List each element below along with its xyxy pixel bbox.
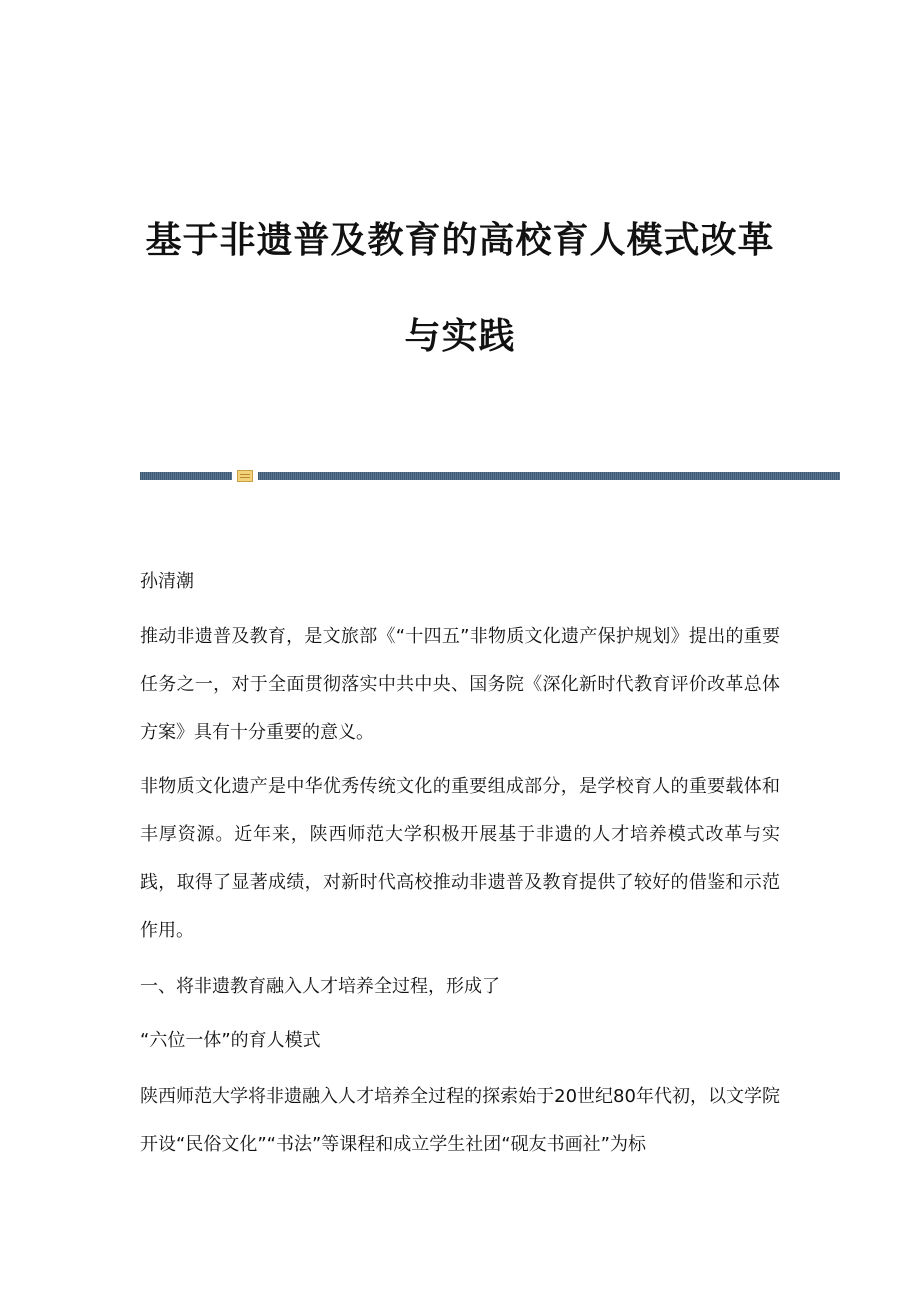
divider-bar-right [258, 472, 840, 480]
body-paragraph-3: 陕西师范大学将非遗融入人才培养全过程的探索始于20世纪80年代初，以文学院开设“民俗文化”“书法”等课程和成立学生社团“砚友书画社”为标 [140, 1086, 780, 1155]
document-title-line-2: 与实践 [404, 315, 516, 357]
document-title-line-1: 基于非遗普及教育的高校育人模式改革 [145, 219, 775, 261]
body-paragraph-2: 非物质文化遗产是中华优秀传统文化的重要组成部分，是学校育人的重要载体和丰厚资源。近年来，陕西师范大学积极开展基于非遗的人才培养模式改革与实践，取得了显著成绩，对新时代高校推动非遗普及教育提供了较好的借鉴和示范作用。 [140, 776, 780, 941]
section-heading-line-2: “六位一体”的育人模式 [140, 1030, 321, 1051]
title-divider [140, 470, 840, 482]
divider-bar-left [140, 472, 232, 480]
section-heading-line-1: 一、将非遗教育融入人才培养全过程，形成了 [140, 976, 500, 997]
author-name: 孙清潮 [140, 571, 194, 592]
body-paragraph-1: 推动非遗普及教育，是文旅部《“十四五”非物质文化遗产保护规划》提出的重要任务之一，对于全面贯彻落实中共中央、国务院《深化新时代教育评价改革总体方案》具有十分重要的意义。 [140, 626, 780, 743]
divider-emblem-icon [237, 470, 253, 482]
